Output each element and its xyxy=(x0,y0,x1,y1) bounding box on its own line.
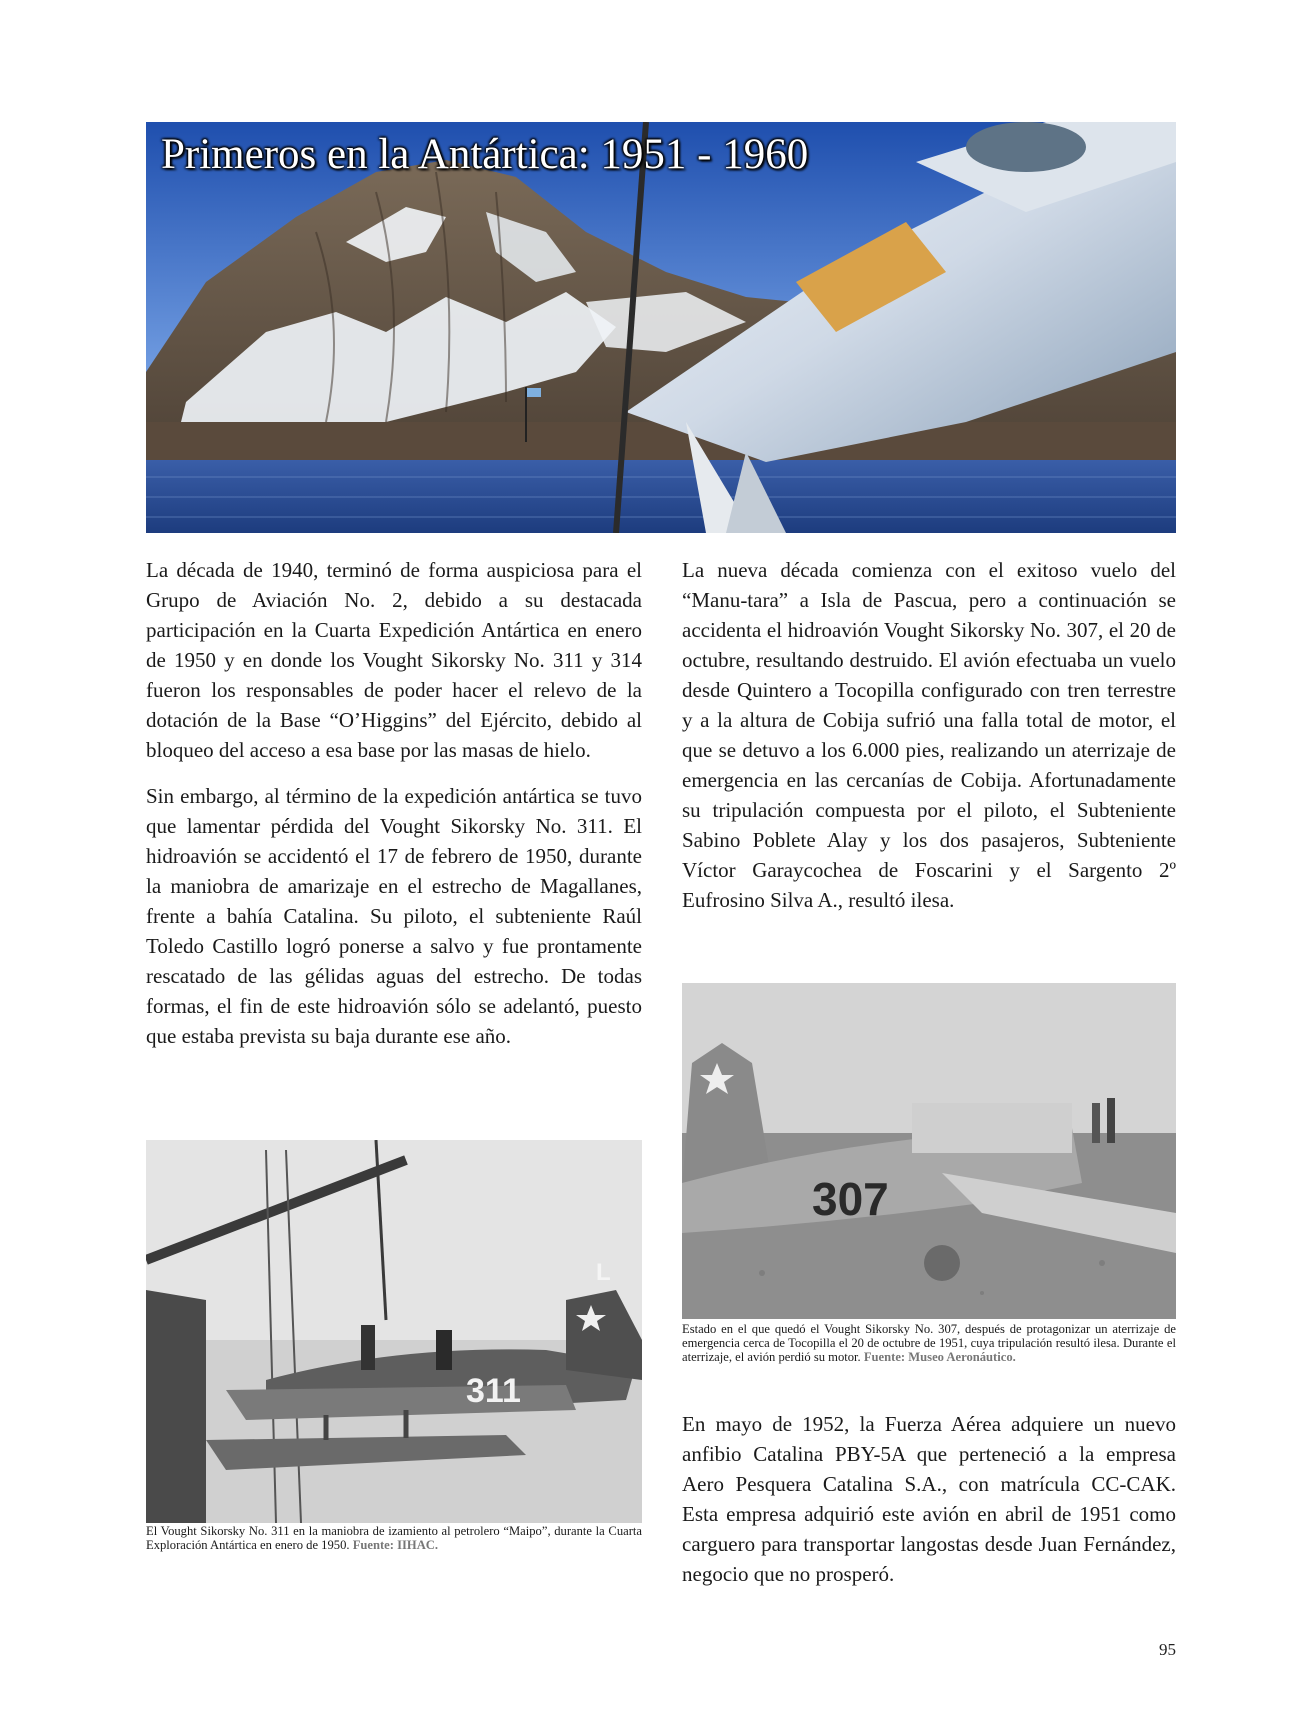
page-title: Primeros en la Antártica: 1951 - 1960 xyxy=(161,131,809,178)
paragraph: En mayo de 1952, la Fuerza Aérea adquiere un nuevo anfibio Catalina PBY-5A que perteneció a la empresa Aero Pesquera Catalina S.A., con matrícula CC-CAK. Esta empresa adquirió este avión en abril de 1951 como carguero para transportar langostas desde Juan Fernández, negocio que no prosperó. xyxy=(682,1412,1176,1586)
caption-source: Fuente: Museo Aeronáutico. xyxy=(863,1350,1016,1364)
paragraph: Sin embargo, al término de la expedición antártica se tuvo que lamentar pérdida del Vought Sikorsky No. 311. El hidroavión se accidentó el 17 de febrero de 1950, durante la maniobra de amarizaje en el estrecho de Magallanes, frente a bahía Catalina. Su piloto, el subteniente Raúl Toledo Castillo logró ponerse a salvo y fue prontamente rescatado de las gélidas aguas del estrecho. De todas formas, el fin de este hidroavión sólo se adelantó, puesto que estaba prevista su baja durante ese año. xyxy=(146,784,642,1048)
photo-311-caption xyxy=(146,1524,642,1552)
tail-number-307: 307 xyxy=(812,1173,889,1225)
tail-number-311: 311 xyxy=(466,1372,521,1410)
caption-source: Fuente: IIHAC. xyxy=(352,1538,439,1552)
right-column-text xyxy=(682,555,1176,931)
left-column-text xyxy=(146,555,642,1067)
hero-photo xyxy=(146,122,1176,533)
page-number: 95 xyxy=(1159,1640,1176,1659)
crashed-plane-307-photo xyxy=(682,983,1176,1319)
photo-307-caption xyxy=(682,1322,1176,1364)
paragraph: La década de 1940, terminó de forma auspiciosa para el Grupo de Aviación No. 2, debido a su destacada participación en la Cuarta Expedición Antártica en enero de 1950 y en donde los Vought Sikorsky No. 311 y 314 fueron los responsables de poder hacer el relevo de la dotación de la Base “O’Higgins” del Ejército, debido al bloqueo del acceso a esa base por las masas de hielo. xyxy=(146,558,642,762)
caption-text: Estado en el que quedó el Vought Sikorsky No. 307, después de protagonizar un aterrizaje de emergencia cerca de Tocopilla el 20 de octubre de 1951, cuya tripulación resultó ilesa. Durante el aterrizaje, el avión perdió su motor. xyxy=(682,1322,1176,1364)
paragraph: La nueva década comienza con el exitoso vuelo del “Manu-tara” a Isla de Pascua, pero a continuación se accidenta el hidroavión Vought Sikorsky No. 307, el 20 de octubre, resultando destruido. El avión efectuaba un vuelo desde Quintero a Tocopilla configurado con tren terrestre y a la altura de Cobija sufrió una falla total de motor, el que se detuvo a los 6.000 pies, realizando un aterrizaje de emergencia en las cercanías de Cobija. Afortunadamente su tripulación compuesta por el piloto, el Subteniente Sabino Poblete Alay y los dos pasajeros, Subteniente Víctor Garaycochea de Foscarini y el Sargento 2º Eufrosino Silva A., resultó ilesa. xyxy=(682,558,1176,912)
tail-letter: L xyxy=(596,1259,611,1286)
caption-text: El Vought Sikorsky No. 311 en la maniobra de izamiento al petrolero “Maipo”, durante la Cuarta Exploración Antártica en enero de 1950. xyxy=(146,1524,642,1552)
antarctic-mountain-seaplane-image xyxy=(146,122,1176,533)
right-column-bottom-text xyxy=(682,1409,1176,1605)
hoisting-plane-311-photo xyxy=(146,1140,642,1523)
